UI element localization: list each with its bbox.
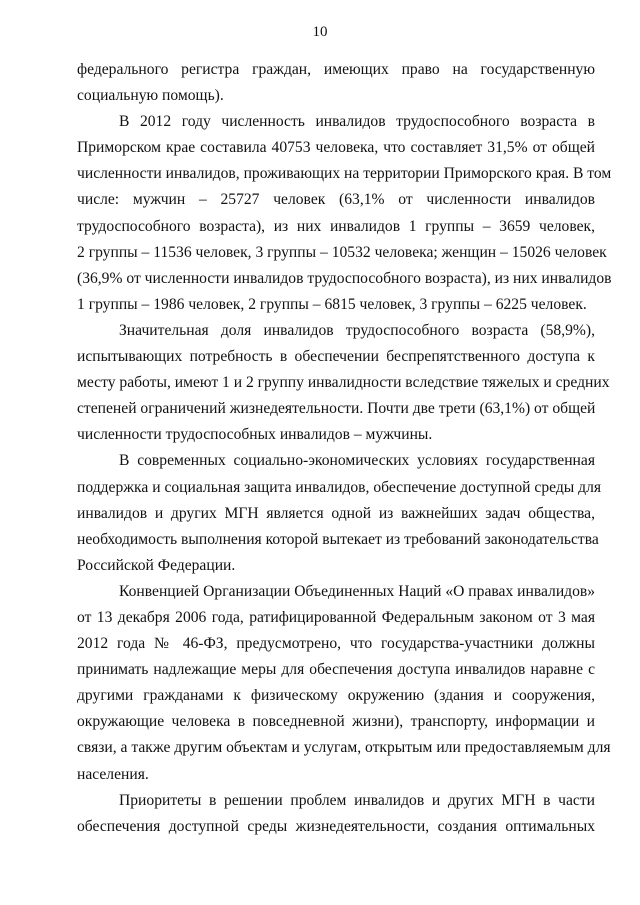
paragraph (77, 788, 595, 840)
paragraph (77, 579, 611, 788)
text-line: (36,9% от численности инвалидов трудоспособного возраста), из них инвалидов (77, 269, 612, 287)
text-line: Российской Федерации. (77, 556, 236, 574)
text-line: Приморском крае составила 40753 человека, что составляет 31,5% от общей (77, 139, 595, 157)
text-line: федерального регистра граждан, имеющих право на государственную (77, 61, 595, 78)
text-line: числе: мужчин – 25727 человек (63,1% от численности инвалидов (77, 191, 595, 209)
paragraph (77, 448, 602, 578)
text-line: другими гражданами к физическому окружению (здания и сооружения, (77, 687, 595, 705)
paragraph (77, 57, 595, 109)
text-line: испытывающих потребность в обеспечении беспрепятственного доступа к (77, 348, 595, 366)
text-line: социальную помощь). (77, 87, 224, 105)
text-line: окружающие человека в повседневной жизни), транспорту, информации и (77, 713, 595, 731)
text-line: Значительная доля инвалидов трудоспособного возраста (58,9%), (119, 321, 595, 339)
text-line: принимать надлежащие меры для обеспечения доступа инвалидов наравне с (77, 661, 595, 679)
text-line: В 2012 году численность инвалидов трудоспособного возраста в (119, 113, 595, 131)
text-line: В современных социально-экономических условиях государственная (119, 452, 595, 470)
document-body (77, 57, 612, 840)
text-line: численности трудоспособных инвалидов – мужчины. (77, 426, 433, 444)
text-line: поддержка и социальная защита инвалидов, обеспечение доступной среды для (77, 478, 602, 496)
text-line: 2012 года № 46-ФЗ, предусмотрено, что государства-участники должны (77, 635, 595, 653)
text-line: населения. (77, 765, 149, 783)
text-line: трудоспособного возраста), из них инвалидов 1 группы – 3659 человек, (77, 217, 595, 235)
text-line: связи, а также другим объектам и услугам, открытым или предоставляемым для (77, 739, 611, 757)
text-line: Конвенцией Организации Объединенных Наций «О правах инвалидов» (119, 582, 596, 600)
text-line: степеней ограничений жизнедеятельности. Почти две трети (63,1%) от общей (77, 400, 596, 418)
text-line: обеспечения доступной среды жизнедеятельности, создания оптимальных (77, 817, 595, 835)
text-line: от 13 декабря 2006 года, ратифицированной Федеральным законом от 3 мая (77, 608, 595, 626)
text-line: Приоритеты в решении проблем инвалидов и других МГН в части (119, 791, 595, 809)
text-line: 2 группы – 11536 человек, 3 группы – 10532 человека; женщин – 15026 человек (77, 243, 607, 261)
paragraph (77, 109, 612, 318)
text-line: численности инвалидов, проживающих на территории Приморского края. В том (77, 165, 612, 183)
paragraph (77, 318, 610, 448)
text-line: инвалидов и других МГН является одной из важнейших задач общества, (77, 504, 595, 522)
page-number: 10 (312, 24, 328, 40)
text-line: месту работы, имеют 1 и 2 группу инвалидности вследствие тяжелых и средних (77, 374, 610, 392)
text-line: 1 группы – 1986 человек, 2 группы – 6815 человек, 3 группы – 6225 человек. (77, 295, 587, 313)
text-line: необходимость выполнения которой вытекает из требований законодательства (77, 530, 599, 548)
